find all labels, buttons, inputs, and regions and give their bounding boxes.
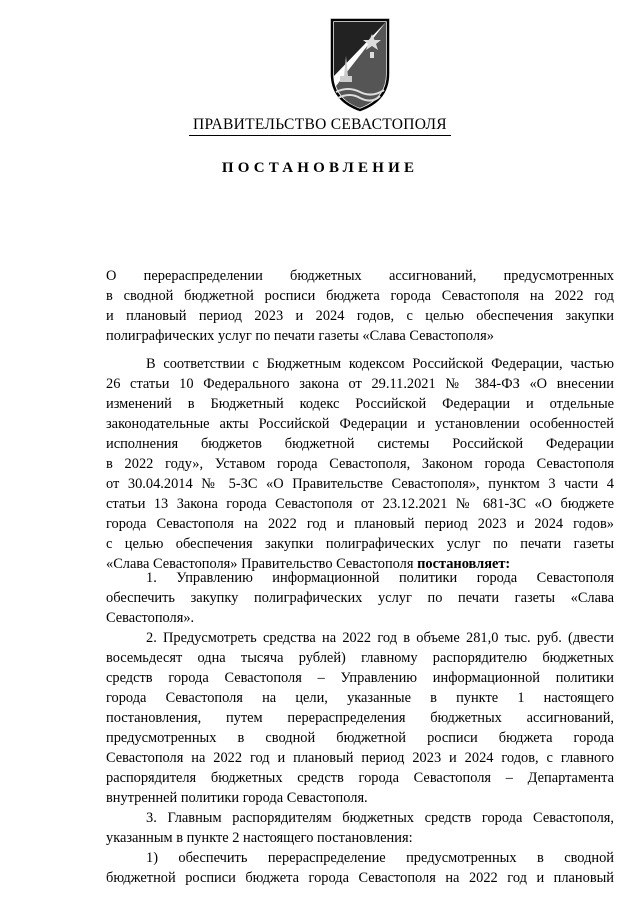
preamble-line-text: «Слава Севастополя» Правительство Севастополя [106,556,418,572]
item-1-line: 1. Управлению информационной политики города Севастополя [146,570,614,586]
preamble-line: исполнения бюджетов бюджетной системы Российской Федерации [106,436,614,452]
document-type: ПОСТАНОВЛЕНИЕ [221,160,419,176]
sevastopol-coat-of-arms-icon [328,16,392,112]
preamble [106,354,614,574]
item-2-line: восемьдесят одна тысяча рублей) главному распорядителю бюджетных [106,650,614,666]
government-name: ПРАВИТЕЛЬСТВО СЕВАСТОПОЛЯ [0,116,640,134]
preamble-line: законодательные акты Российской Федерации и установлении особенностей [106,416,614,432]
item-2-line: предусмотренных в сводной бюджетной росписи бюджета города [106,730,614,746]
preamble-line: от 30.04.2014 № 5-ЗС «О Правительстве Севастополя», пунктом 3 части 4 [106,476,614,492]
item-2-line: распорядителя бюджетных средств города Севастополя – Департамента [106,770,614,786]
preamble-line: В соответствии с Бюджетным кодексом Российской Федерации, частью [146,356,614,372]
preamble-line: 26 статьи 10 Федерального закона от 29.11.2021 № 384-ФЗ «О внесении [106,376,614,392]
item-2-line: средств города Севастополя – Управлению информационной политики [106,670,614,686]
document-title [106,266,614,346]
title-line: О перераспределении бюджетных ассигнований, предусмотренных [106,268,614,284]
title-line: в сводной бюджетной росписи бюджета города Севастополя на 2022 год [106,288,614,304]
item-2-line: Севастополя на 2022 год и плановый период 2023 и 2024 годов, с главного [106,750,614,766]
item-1-line: обеспечить закупку полиграфических услуг по печати газеты «Слава [106,590,614,606]
item-3-1-line: бюджетной росписи бюджета города Севастополя на 2022 год и плановый [106,870,614,886]
preamble-line: статьи 13 Закона города Севастополя от 23.12.2021 № 681-ЗС «О бюджете [106,496,614,512]
item-3-line: 3. Главным распорядителям бюджетных средств города Севастополя, [146,810,614,826]
resolution-items [106,568,614,888]
resolves-word: постановляет: [417,556,511,572]
item-2-line: внутренней политики города Севастополя. [106,790,368,806]
preamble-line: в 2022 году», Уставом города Севастополя, Законом города Севастополя [106,456,614,472]
item-3-line: указанным в пункте 2 настоящего постановления: [106,830,413,846]
preamble-line: с целью обеспечения закупки полиграфических услуг по печати газеты [106,536,614,552]
item-3-1-line: 1) обеспечить перераспределение предусмотренных в сводной [146,850,614,866]
item-2-line: города Севастополя на цели, указанные в пункте 1 настоящего [106,690,614,706]
item-1-line: Севастополя». [106,610,195,626]
title-line: и плановый период 2023 и 2024 годов, с целью обеспечения закупки [106,308,614,324]
title-line: полиграфических услуг по печати газеты «Слава Севастополя» [106,328,494,344]
item-2-line: постановления, путем перераспределения бюджетных ассигнований, [106,710,614,726]
preamble-line: города Севастополя на 2022 год и плановый период 2023 и 2024 годов» [106,516,614,532]
preamble-line: изменений в Бюджетный кодекс Российской Федерации и отдельные [106,396,614,412]
item-2-line: 2. Предусмотреть средства на 2022 год в объеме 281,0 тыс. руб. (двести [146,630,614,646]
